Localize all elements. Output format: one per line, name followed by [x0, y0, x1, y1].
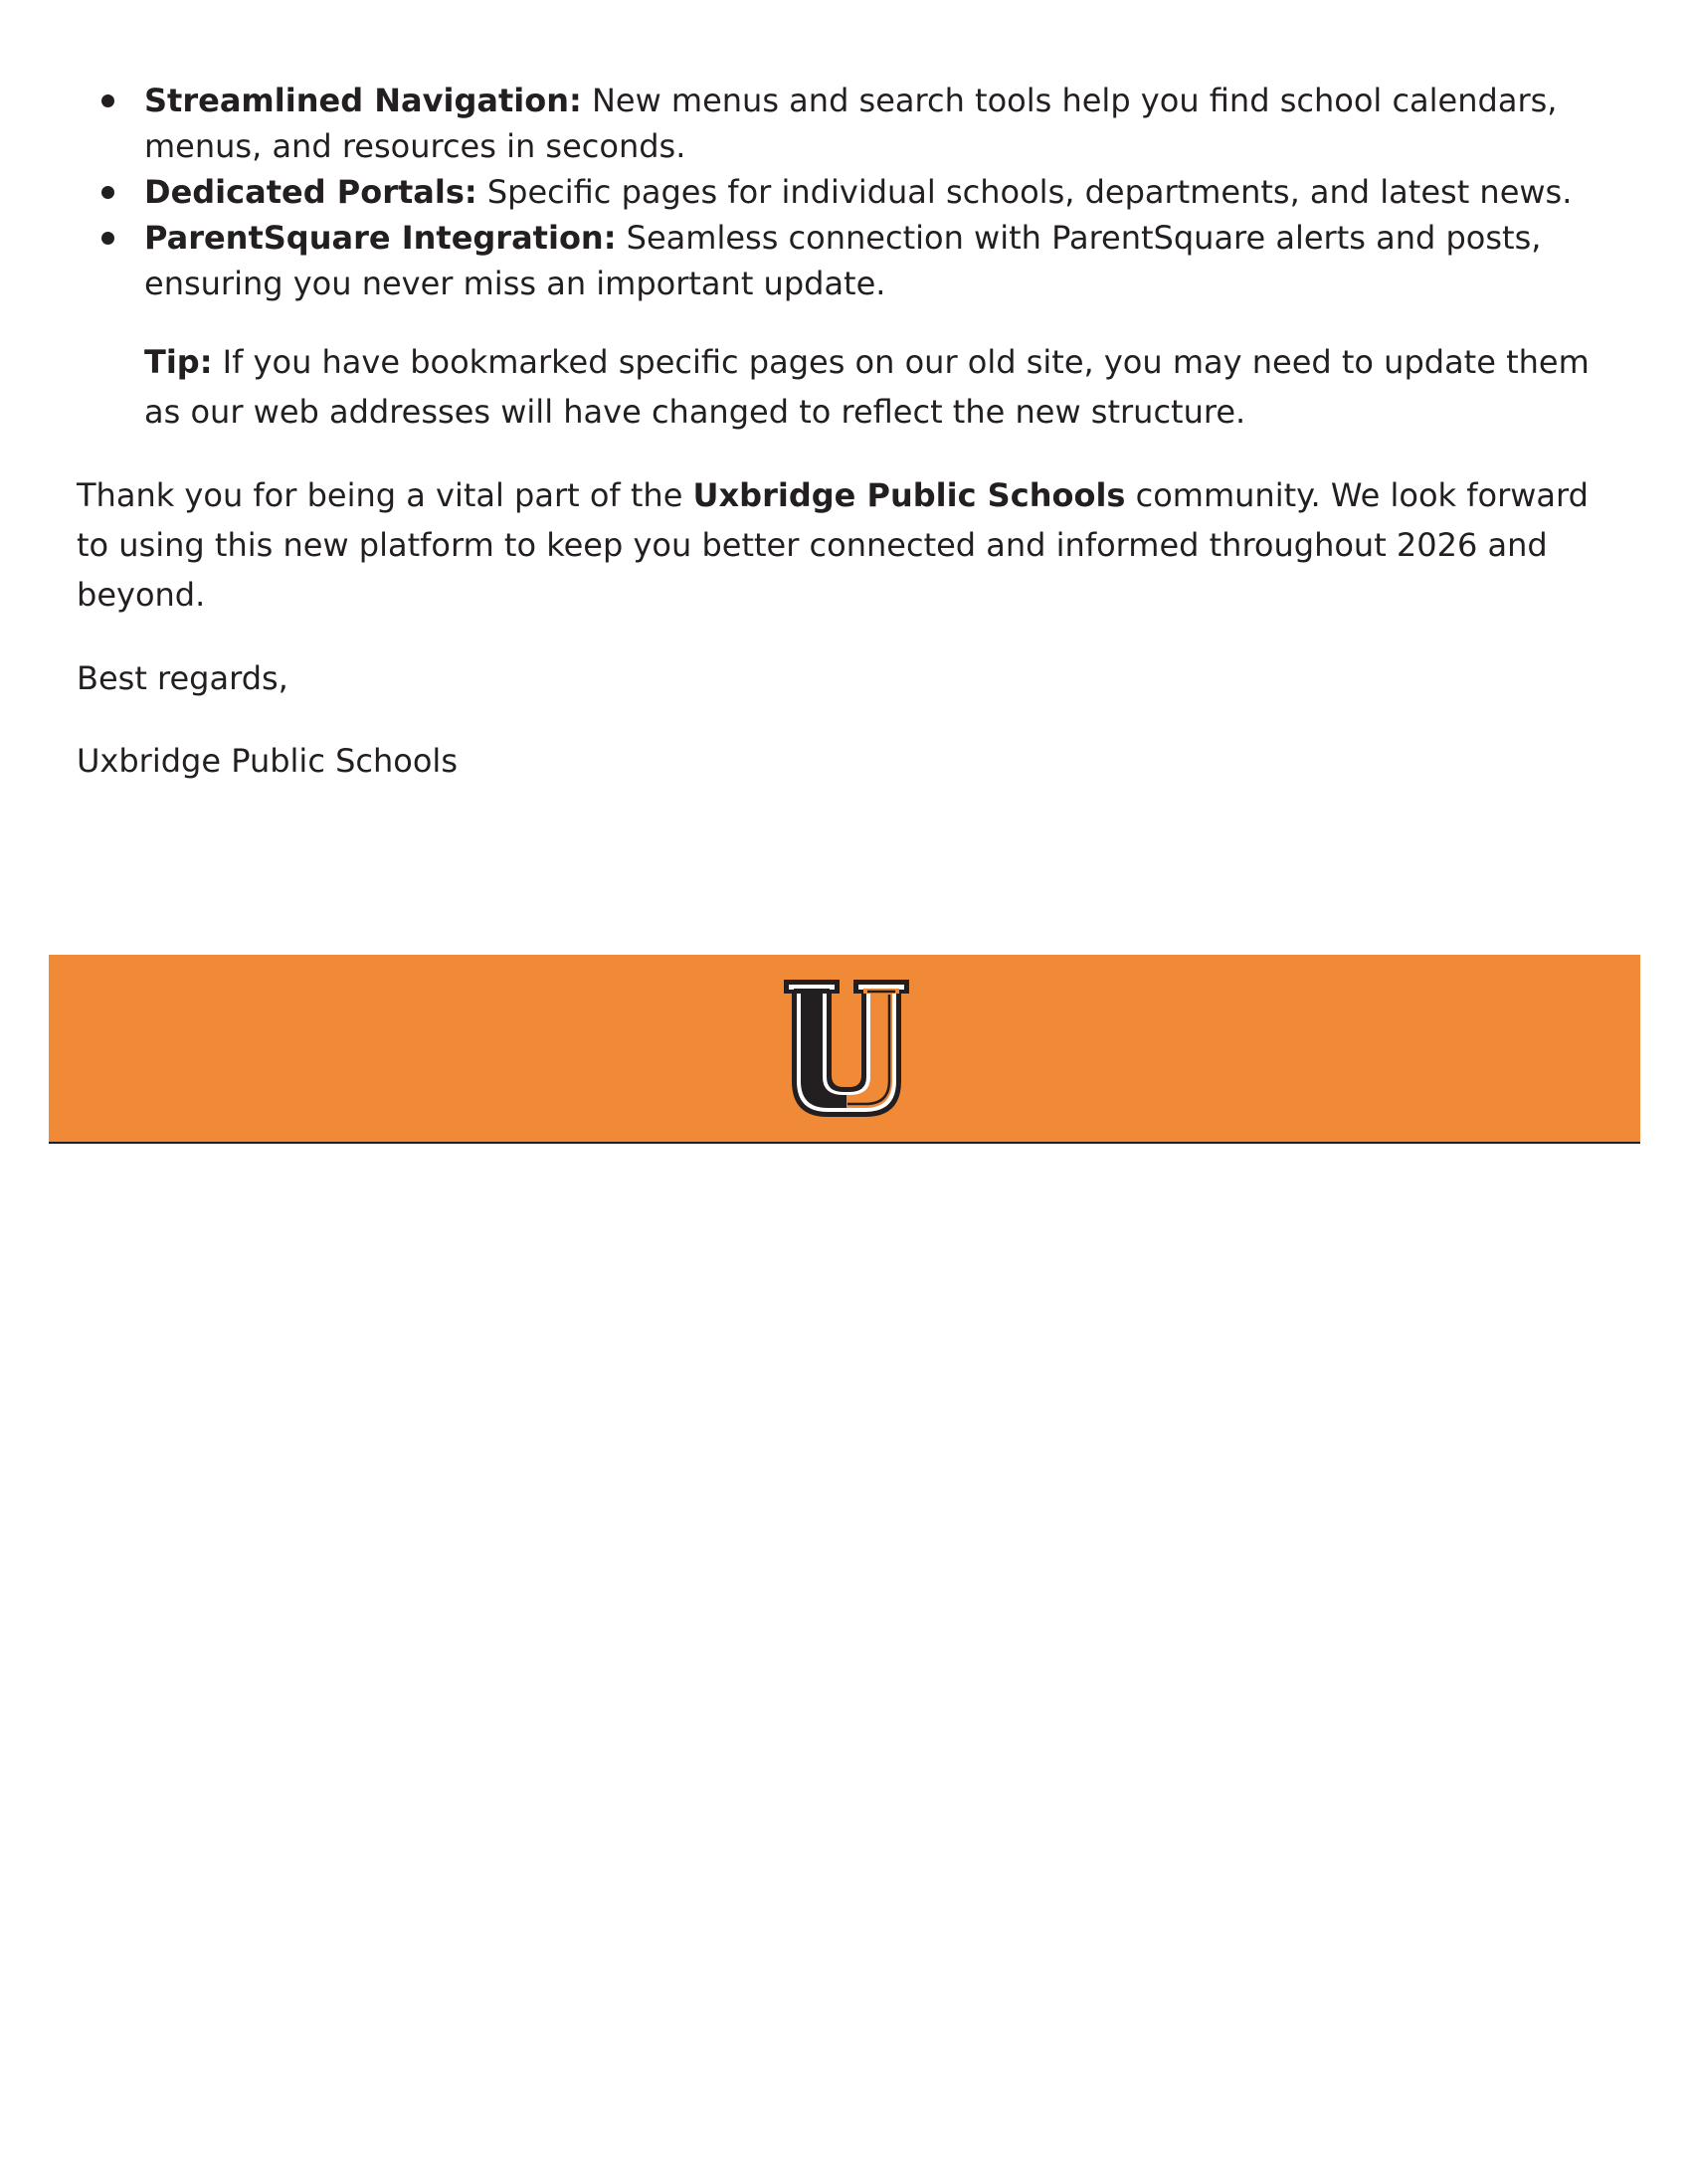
list-item	[77, 215, 1628, 306]
feature-text: Specific pages for individual schools, departments, and latest news.	[486, 173, 1573, 211]
bullet-icon	[101, 94, 114, 107]
feature-term: Dedicated Portals:	[144, 173, 477, 211]
feature-term: Streamlined Navigation:	[144, 82, 582, 119]
thanks-after: community. We look forward to using this new platform to keep you better connected and informed throughout 2026 and beyond.	[77, 476, 1589, 614]
varsity-letter-u-icon	[782, 978, 911, 1119]
tip-label: Tip:	[144, 343, 213, 381]
bullet-icon	[101, 232, 114, 245]
bullet-icon	[101, 186, 114, 199]
closing-line: Best regards,	[77, 659, 288, 697]
tip-text: If you have bookmarked specific pages on our old site, you may need to update them as our web addresses will have changed to reflect the new structure.	[144, 343, 1590, 431]
list-item	[77, 169, 1628, 215]
feature-list	[77, 78, 1628, 306]
feature-term: ParentSquare Integration:	[144, 219, 617, 257]
organization-name: Uxbridge Public Schools	[692, 476, 1126, 514]
feature-text: Seamless connection with ParentSquare alerts and posts, ensuring you never miss an important update.	[144, 219, 1542, 302]
list-item	[77, 78, 1628, 169]
tip-paragraph	[144, 337, 1628, 437]
signature-line: Uxbridge Public Schools	[77, 742, 458, 780]
thanks-before: Thank you for being a vital part of the	[77, 476, 683, 514]
letter-body	[77, 78, 1628, 786]
feature-text: New menus and search tools help you find school calendars, menus, and resources in seconds.	[144, 82, 1558, 165]
thank-you-paragraph	[77, 470, 1628, 620]
